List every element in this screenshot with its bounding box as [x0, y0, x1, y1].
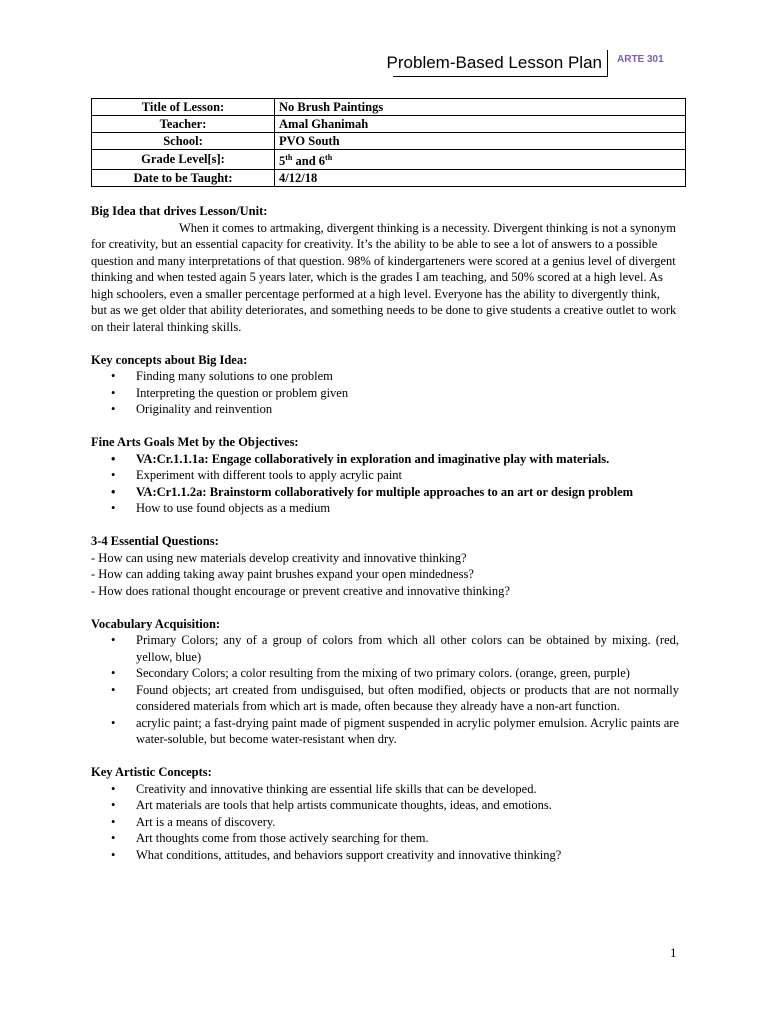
list-item: • Art thoughts come from those actively searching for them. — [111, 830, 679, 847]
table-row — [92, 99, 686, 116]
key-concepts-list — [91, 368, 679, 418]
course-badge: ARTE 301 — [617, 54, 664, 65]
header-divider — [607, 50, 608, 77]
vocabulary-list — [91, 632, 679, 748]
big-idea-heading: Big Idea that drives Lesson/Unit: — [91, 204, 268, 218]
list-item: • How to use found objects as a medium — [111, 500, 679, 517]
grade-level-value — [275, 150, 686, 170]
artistic-concepts-list — [91, 781, 679, 864]
table-row — [92, 150, 686, 170]
page-header — [0, 50, 768, 80]
list-item: • What conditions, attitudes, and behaviors support creativity and innovative thinking? — [111, 847, 679, 864]
question-item: - How can using new materials develop creativity and innovative thinking? — [91, 550, 467, 565]
list-item: • acrylic paint; a fast-drying paint made of pigment suspended in acrylic polymer emulsion. Acrylic paints are water-soluble, but become water-resistant when dry. — [111, 715, 679, 748]
fine-arts-heading: Fine Arts Goals Met by the Objectives: — [91, 435, 299, 449]
list-item: • Found objects; art created from undisguised, but often modified, objects or products that are not normally considered materials from which art is made, often because they already have a non-art function. — [111, 682, 679, 715]
big-idea-text: When it comes to artmaking, divergent thinking is a necessity. Divergent thinking is not a synonym for creativity, but an essential capacity for creativity. It’s the ability to be able to see a lot of answers to a possible question and many interpretations of that question. 98% of kindergarteners were scored at a genius level of divergent thinking and when tested again 5 years later, which is the grades I am teaching, and 50% scored at a high level. As high schoolers, even a smaller percentage performed at a high level. Everyone has the ability to divergently think, but as we get older that ability deteriorates, and something needs to be done to give students a creative outlet to work on their lateral thinking skills. — [91, 220, 677, 334]
info-value: No Brush Paintings — [275, 99, 686, 116]
essential-questions-heading: 3-4 Essential Questions: — [91, 534, 219, 548]
list-item: • Creativity and innovative thinking are essential life skills that can be developed. — [111, 781, 679, 798]
info-value: 5th and 6th — [279, 153, 333, 169]
table-row — [92, 116, 686, 133]
info-label: Title of Lesson: — [92, 99, 275, 116]
page-number: 1 — [670, 945, 677, 960]
list-item: • Experiment with different tools to apply acrylic paint — [111, 467, 679, 484]
list-item: • Art is a means of discovery. — [111, 814, 679, 831]
info-label: Date to be Taught: — [92, 170, 275, 187]
vocabulary-heading: Vocabulary Acquisition: — [91, 616, 221, 631]
list-item: • VA:Cr1.1.2a: Brainstorm collaboratively for multiple approaches to an art or design problem — [111, 484, 679, 501]
table-row — [92, 170, 686, 187]
key-concepts-heading: Key concepts about Big Idea: — [91, 352, 248, 367]
document-title: Problem-Based Lesson Plan — [386, 53, 602, 72]
info-label: Teacher: — [92, 116, 275, 133]
question-item: - How can adding taking away paint brushes expand your open mindedness? — [91, 567, 474, 581]
artistic-concepts-heading: Key Artistic Concepts: — [91, 765, 212, 779]
fine-arts-list — [91, 451, 679, 517]
info-label: Grade Level[s]: — [92, 150, 275, 170]
info-value: 4/12/18 — [275, 170, 686, 187]
info-value: PVO South — [275, 133, 686, 150]
lesson-body — [91, 203, 679, 863]
question-item: - How does rational thought encourage or prevent creative and innovative thinking? — [91, 583, 510, 598]
info-value: Amal Ghanimah — [275, 116, 686, 133]
info-label: School: — [92, 133, 275, 150]
header-underline — [393, 76, 608, 77]
list-item: • Interpreting the question or problem given — [111, 385, 679, 402]
list-item: • VA:Cr.1.1.1a: Engage collaboratively in exploration and imaginative play with materials. — [111, 451, 679, 468]
table-row — [92, 133, 686, 150]
list-item: • Primary Colors; any of a group of colors from which all other colors can be obtained by mixing. (red, yellow, blue) — [111, 632, 679, 665]
list-item: • Originality and reinvention — [111, 401, 679, 418]
list-item: • Secondary Colors; a color resulting from the mixing of two primary colors. (orange, green, purple) — [111, 665, 679, 682]
list-item: • Finding many solutions to one problem — [111, 368, 679, 385]
lesson-info-table — [91, 98, 686, 187]
list-item: • Art materials are tools that help artists communicate thoughts, ideas, and emotions. — [111, 797, 679, 814]
big-idea-paragraph — [91, 220, 679, 336]
